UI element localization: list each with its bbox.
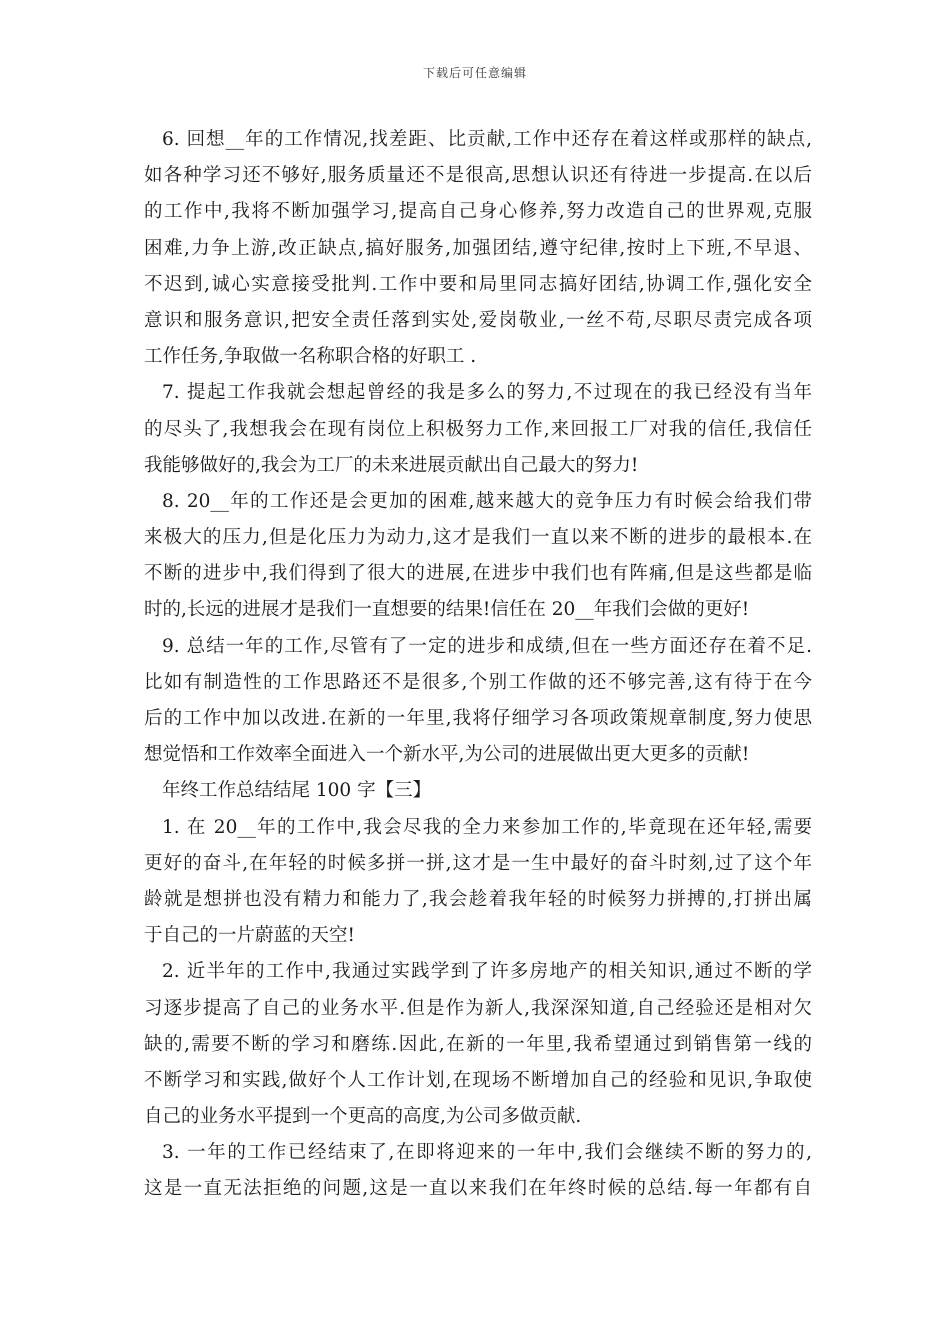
text-line: 于自己的一片蔚蓝的天空! — [144, 925, 355, 947]
text-line: 龄就是想拼也没有精力和能力了,我会趁着我年轻的时候努力拼搏的,打拼出属 — [144, 888, 812, 910]
page-header: 下载后可任意编辑 — [422, 66, 527, 80]
text-line: 8. 20__年的工作还是会更加的困难,越来越大的竞争压力有时候会给我们带 — [162, 490, 812, 512]
text-line: 不迟到,诚心实意接受批判.工作中要和局里同志搞好团结,协调工作,强化安全 — [144, 273, 812, 295]
paragraph-item-6 — [144, 122, 812, 375]
document-body — [144, 122, 812, 1208]
text-line: 后的工作中加以改进.在新的一年里,我将仔细学习各项政策规章制度,努力使思 — [144, 708, 812, 729]
paragraph-item-1 — [144, 810, 812, 955]
text-line: 更好的奋斗,在年轻的时候多拼一拼,这才是一生中最好的奋斗时刻,过了这个年 — [144, 852, 812, 874]
text-line: 2. 近半年的工作中,我通过实践学到了许多房地产的相关知识,通过不断的学 — [162, 961, 812, 983]
text-line: 6. 回想__年的工作情况,找差距、比贡献,工作中还存在着这样或那样的缺点, — [162, 129, 812, 150]
text-line: 困难,力争上游,改正缺点,搞好服务,加强团结,遵守纪律,按时上下班,不早退、 — [144, 237, 812, 259]
paragraph-item-8 — [144, 484, 812, 629]
text-line: 习逐步提高了自己的业务水平.但是作为新人,我深深知道,自己经验还是相对欠 — [144, 997, 812, 1019]
section-heading — [144, 773, 812, 809]
text-line: 来极大的压力,但是化压力为动力,这才是我们一直以来不断的进步的最根本.在 — [144, 527, 812, 549]
text-line: 缺的,需要不断的学习和磨练.因此,在新的一年里,我希望通过到销售第一线的 — [144, 1033, 812, 1055]
text-line: 1. 在 20__年的工作中,我会尽我的全力来参加工作的,毕竟现在还年轻,需要 — [162, 816, 812, 838]
text-line: 3. 一年的工作已经结束了,在即将迎来的一年中,我们会继续不断的努力的, — [162, 1142, 812, 1164]
text-line: 工作任务,争取做一名称职合格的好职工 . — [144, 346, 477, 368]
text-line: 我能够做好的,我会为工厂的未来进展贡献出自己最大的努力! — [144, 454, 639, 476]
text-line: 意识和服务意识,把安全责任落到实处,爱岗敬业,一丝不苟,尽职尽责完成各项 — [144, 309, 812, 331]
text-line: 比如有制造性的工作思路还不是很多,个别工作做的还不够完善,这有待于在今 — [144, 671, 812, 693]
section-heading-text: 年终工作总结结尾 100 字【三】 — [162, 780, 432, 802]
text-line: 7. 提起工作我就会想起曾经的我是多么的努力,不过现在的我已经没有当年 — [162, 382, 812, 404]
text-line: 不断的进步中,我们得到了很大的进展,在进步中我们也有阵痛,但是这些都是临 — [144, 563, 812, 585]
text-line: 如各种学习还不够好,服务质量还不是很高,思想认识还有待进一步提高.在以后 — [144, 165, 812, 187]
text-line: 的尽头了,我想我会在现有岗位上积极努力工作,来回报工厂对我的信任,我信任 — [144, 418, 812, 440]
text-line: 不断学习和实践,做好个人工作计划,在现场不断增加自己的经验和见识,争取使 — [144, 1069, 812, 1091]
text-line: 想觉悟和工作效率全面进入一个新水平,为公司的进展做出更大更多的贡献! — [144, 744, 750, 766]
paragraph-item-3 — [144, 1135, 812, 1207]
paragraph-item-9 — [144, 629, 812, 774]
text-line: 自己的业务水平提到一个更高的高度,为公司多做贡献. — [144, 1106, 582, 1128]
paragraph-item-2 — [144, 954, 812, 1135]
paragraph-item-7 — [144, 375, 812, 484]
text-line: 时的,长远的进展才是我们一直想要的结果!信任在 20__年我们会做的更好! — [144, 599, 750, 621]
text-line: 这是一直无法拒绝的问题,这是一直以来我们在年终时候的总结.每一年都有自 — [144, 1178, 812, 1200]
text-line: 9. 总结一年的工作,尽管有了一定的进步和成绩,但在一些方面还存在着不足. — [162, 635, 812, 657]
text-line: 的工作中,我将不断加强学习,提高自己身心修养,努力改造自己的世界观,克服 — [144, 201, 812, 223]
